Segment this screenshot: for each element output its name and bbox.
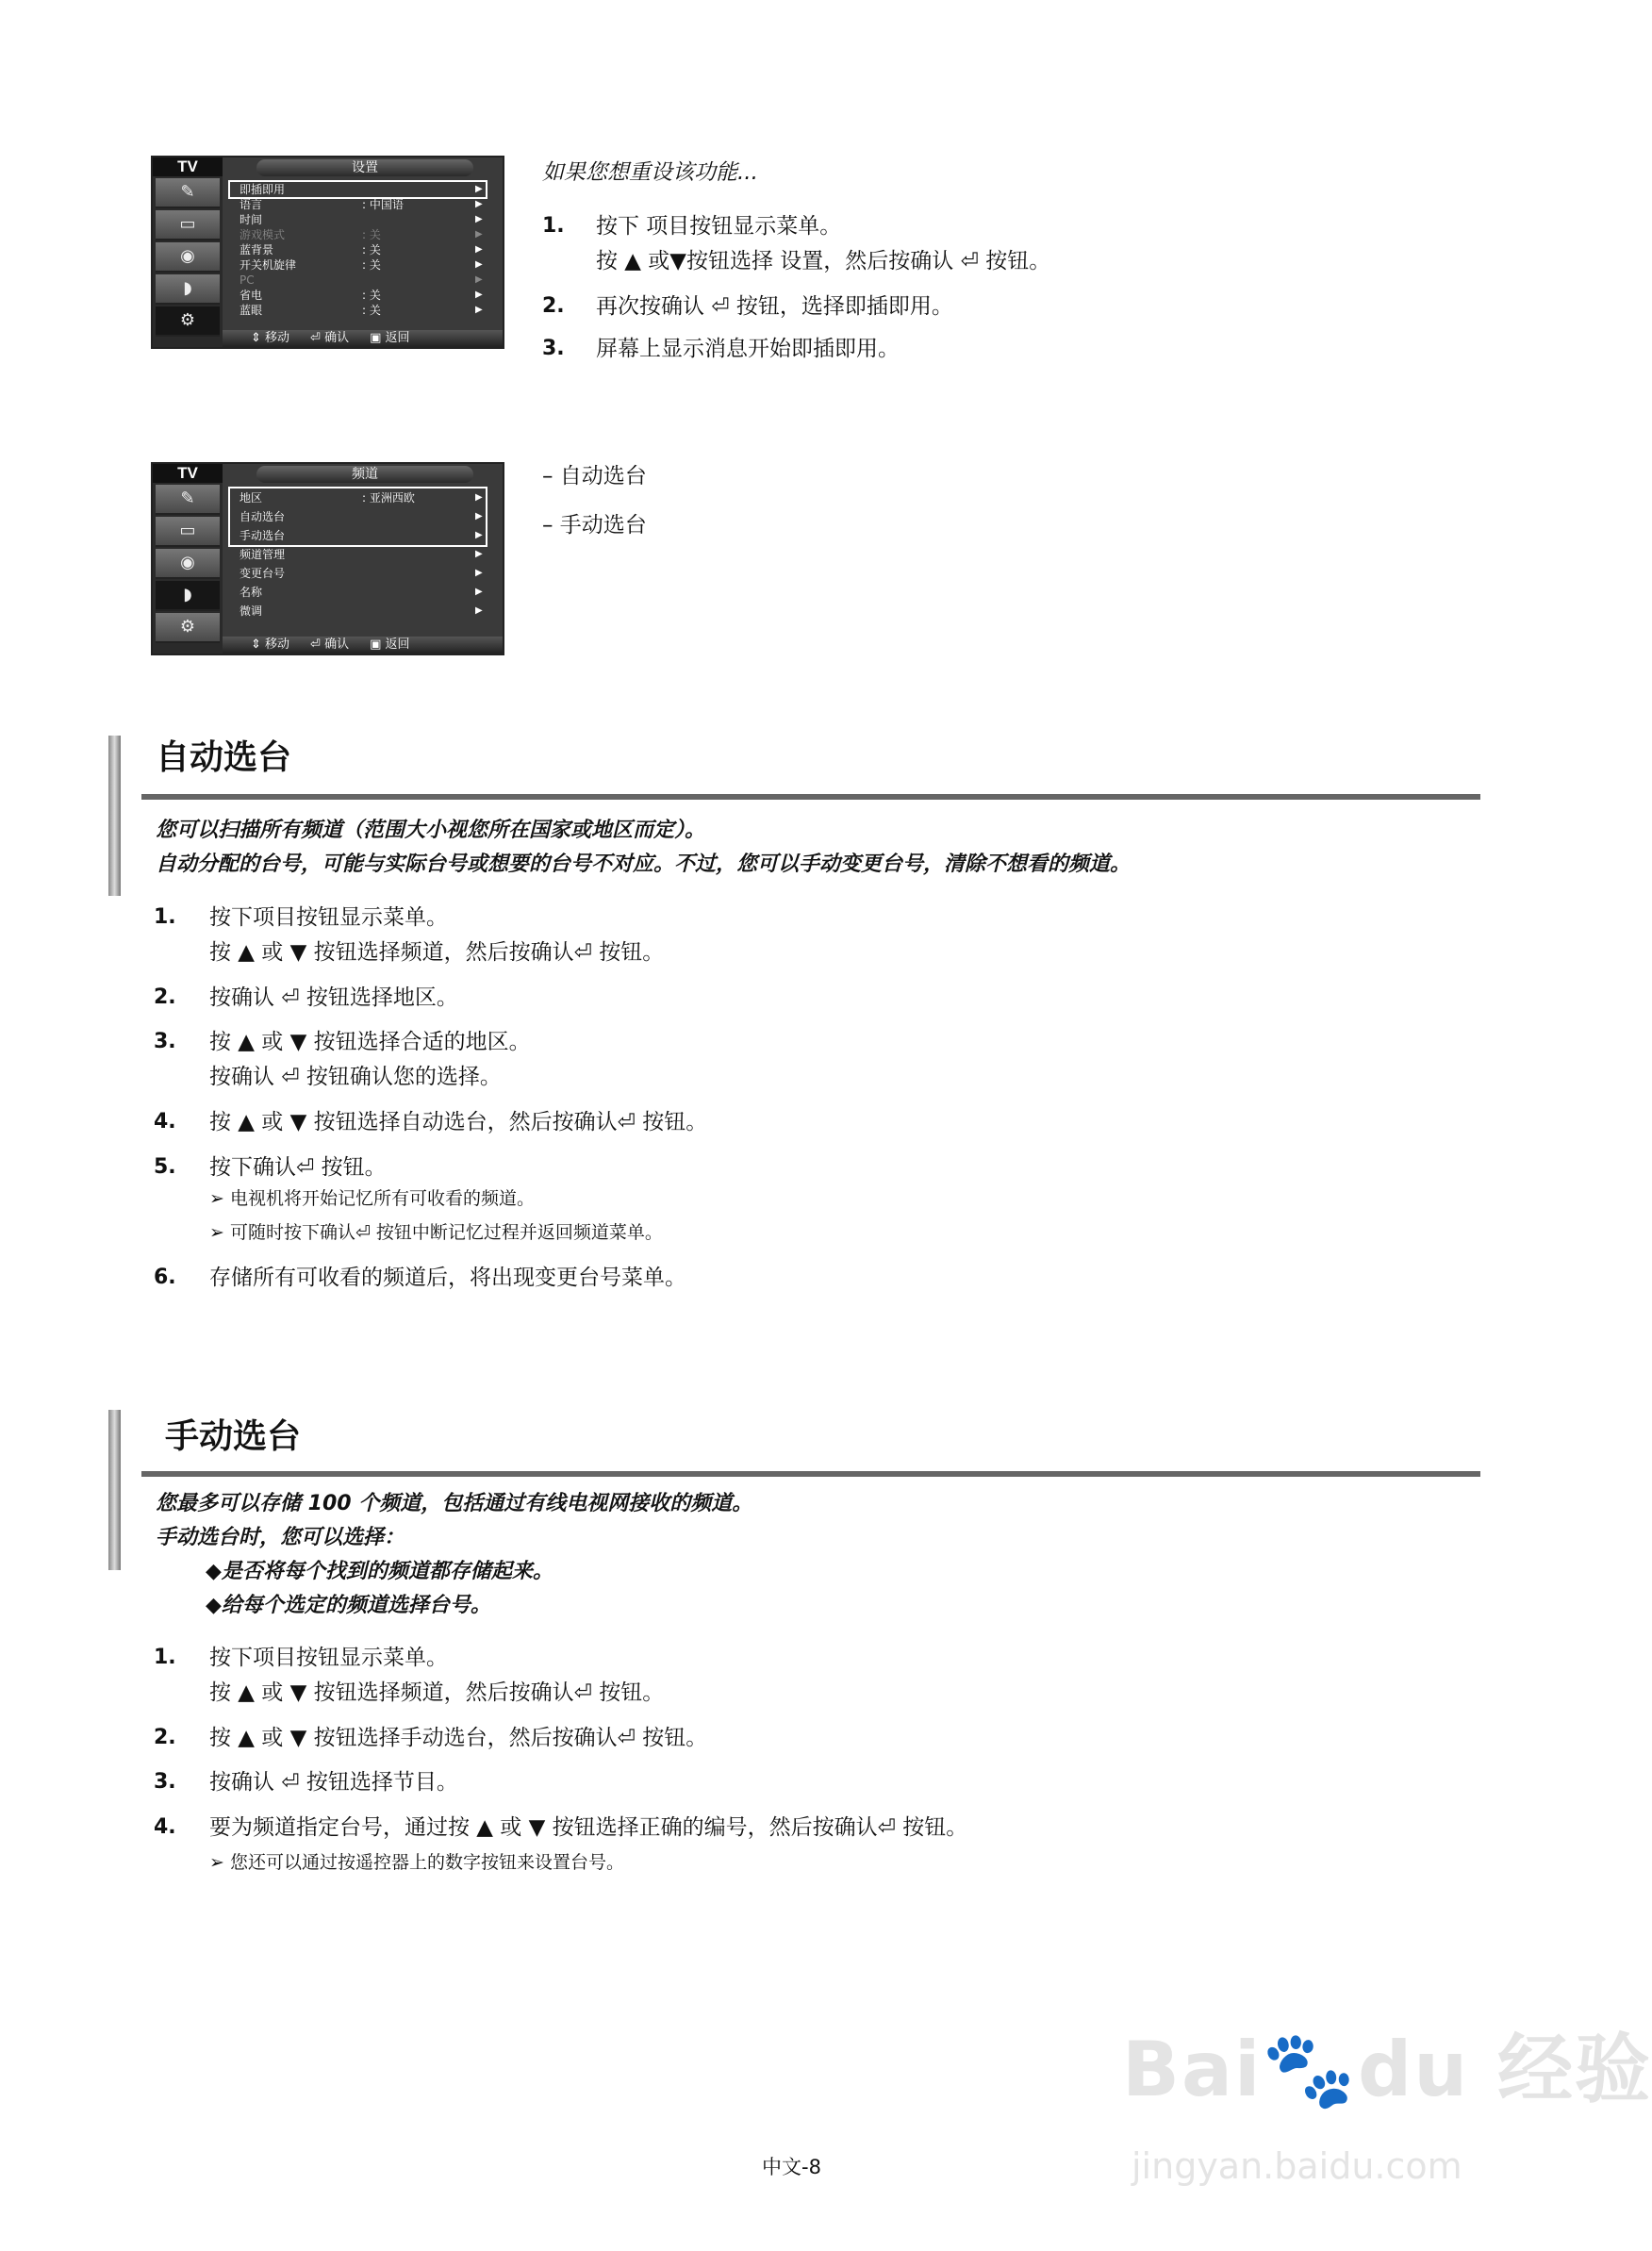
menu-item-label: 开关机旋律: [240, 258, 297, 272]
step-number: 1.: [154, 905, 176, 929]
menu-item-label: 游戏模式: [240, 228, 286, 241]
step-number: 6.: [154, 1266, 176, 1289]
menu-item[interactable]: [240, 488, 494, 507]
menu-item-label: 蓝背景: [240, 243, 274, 257]
bullet-item: ◆是否将每个找到的频道都存储起来。: [206, 1560, 553, 1583]
menu-footer: [223, 637, 503, 654]
step-text: 按确认 ⏎ 按钮选择节目。: [209, 1770, 458, 1795]
sound-icon: ◉: [156, 549, 220, 579]
menu-item-label: 手动选台: [240, 529, 286, 542]
page-number: 中文-8: [762, 2156, 821, 2178]
menu-item-label: 变更台号: [240, 567, 286, 580]
menu-item[interactable]: [240, 583, 494, 602]
step-text: 按 ▲ 或 ▼ 按钮选择合适的地区。: [209, 1030, 531, 1054]
section-rule: [141, 1471, 1480, 1477]
step-number: 2.: [154, 1726, 176, 1749]
picture-icon: ▭: [156, 517, 220, 547]
menu-item-label: 名称: [240, 586, 263, 599]
menu-item[interactable]: [240, 182, 494, 197]
tv-label: TV: [153, 464, 223, 483]
step-text: 按 ▲ 或 ▼ 按钮选择频道，然后按确认⏎ 按钮。: [209, 940, 665, 965]
menu-item[interactable]: [240, 212, 494, 227]
arrow-right-icon: ▶: [475, 305, 483, 315]
menu-item[interactable]: [240, 507, 494, 526]
step-text: 存储所有可收看的频道后，将出现变更台号菜单。: [209, 1266, 686, 1290]
step-number: 3.: [154, 1770, 176, 1794]
step-text: 按下项目按钮显示菜单。: [209, 905, 448, 930]
menu-item-label: 频道管理: [240, 548, 286, 561]
arrow-right-icon: ▶: [475, 605, 483, 616]
menu-item[interactable]: [240, 257, 494, 273]
menu-item-label: 微调: [240, 604, 263, 618]
arrow-right-icon: ▶: [475, 244, 483, 255]
step-number: 3.: [542, 337, 565, 360]
arrow-right-icon: ▶: [475, 229, 483, 240]
intro-text: 您可以扫描所有频道（范围大小视您所在国家或地区而定）。: [156, 819, 706, 842]
note-text: ➢ 电视机将开始记忆所有可收看的频道。: [209, 1188, 535, 1209]
menu-item-label: 自动选台: [240, 510, 286, 523]
menu-item[interactable]: [240, 564, 494, 583]
input-icon: ✎: [156, 485, 220, 515]
step-number: 1.: [154, 1646, 176, 1669]
menu-item-value: : 关: [362, 258, 381, 272]
menu-item[interactable]: [240, 602, 494, 621]
section-title: 手动选台: [165, 1417, 302, 1456]
step-text: 要为频道指定台号，通过按 ▲ 或 ▼ 按钮选择正确的编号，然后按确认⏎ 按钮。: [209, 1815, 968, 1840]
step-text: 按下确认⏎ 按钮。: [209, 1155, 387, 1180]
step-text: 再次按确认 ⏎ 按钮，选择即插即用。: [596, 294, 953, 319]
section-title: 自动选台: [156, 738, 292, 777]
channel-item: – 自动选台: [542, 464, 647, 488]
note-text: ➢ 可随时按下确认⏎ 按钮中断记忆过程并返回频道菜单。: [209, 1222, 663, 1243]
step-number: 2.: [154, 985, 176, 1009]
step-number: 4.: [154, 1815, 176, 1839]
step-number: 4.: [154, 1110, 176, 1134]
setup-icon: ⚙: [156, 613, 220, 643]
menu-title: 设置: [256, 159, 473, 176]
menu-item-label: PC: [240, 273, 255, 287]
input-icon: ✎: [156, 178, 220, 208]
step-text: 按 ▲ 或 ▼ 按钮选择频道，然后按确认⏎ 按钮。: [209, 1680, 665, 1705]
sound-icon: ◉: [156, 242, 220, 273]
menu-item[interactable]: [240, 288, 494, 303]
step-number: 2.: [542, 294, 565, 318]
tv-menu-channel: [151, 462, 504, 655]
menu-item[interactable]: [240, 242, 494, 257]
move-hint: ⇕ 移动: [251, 637, 290, 652]
arrow-right-icon: ▶: [475, 492, 483, 503]
step-text: 按下项目按钮显示菜单。: [209, 1646, 448, 1670]
arrow-right-icon: ▶: [475, 530, 483, 540]
step-text: 按确认 ⏎ 按钮选择地区。: [209, 985, 458, 1010]
arrow-right-icon: ▶: [475, 199, 483, 209]
tv-menu-setup: [151, 156, 504, 349]
return-hint: ▣ 返回: [370, 331, 410, 345]
note-text: ➢ 您还可以通过按遥控器上的数字按钮来设置台号。: [209, 1852, 624, 1873]
menu-item-value: : 关: [362, 289, 381, 302]
menu-item[interactable]: [240, 545, 494, 564]
menu-item-label: 即插即用: [240, 183, 286, 196]
step-text: 按 ▲ 或▼按钮选择 设置，然后按确认 ⏎ 按钮。: [596, 249, 1051, 273]
reset-intro: 如果您想重设该功能...: [542, 160, 758, 185]
tv-label: TV: [153, 157, 223, 176]
picture-icon: ▭: [156, 210, 220, 240]
menu-item-label: 蓝眼: [240, 304, 263, 317]
arrow-right-icon: ▶: [475, 587, 483, 597]
arrow-right-icon: ▶: [475, 568, 483, 578]
arrow-right-icon: ▶: [475, 184, 483, 194]
setup-icon: ⚙: [156, 306, 220, 337]
arrow-right-icon: ▶: [475, 290, 483, 300]
menu-item[interactable]: [240, 273, 494, 288]
menu-item[interactable]: [240, 526, 494, 545]
step-text: 按下 项目按钮显示菜单。: [596, 214, 842, 239]
arrow-right-icon: ▶: [475, 214, 483, 224]
step-number: 5.: [154, 1155, 176, 1179]
step-text: 屏幕上显示消息开始即插即用。: [596, 337, 900, 361]
menu-item-label: 语言: [240, 198, 263, 211]
arrow-right-icon: ▶: [475, 259, 483, 270]
enter-hint: ⏎ 确认: [310, 637, 350, 652]
menu-item-value: : 关: [362, 228, 381, 241]
channel-icon: ◗: [156, 581, 220, 611]
enter-hint: ⏎ 确认: [310, 331, 350, 345]
step-text: 按 ▲ 或 ▼ 按钮选择自动选台，然后按确认⏎ 按钮。: [209, 1110, 708, 1134]
arrow-right-icon: ▶: [475, 274, 483, 285]
watermark-logo: Bai🐾du 经验: [1122, 2026, 1652, 2113]
menu-item[interactable]: [240, 227, 494, 242]
section-bar: [108, 736, 121, 896]
menu-item-value: : 中国语: [362, 198, 404, 211]
menu-footer: [223, 330, 503, 347]
menu-item-value: : 关: [362, 243, 381, 257]
step-text: 按确认 ⏎ 按钮确认您的选择。: [209, 1065, 502, 1089]
arrow-right-icon: ▶: [475, 511, 483, 521]
intro-text: 自动分配的台号，可能与实际台号或想要的台号不对应。不过，您可以手动变更台号，清除不想看的频道。: [156, 852, 1132, 876]
section-bar: [108, 1410, 121, 1570]
menu-item-value: : 关: [362, 304, 381, 317]
channel-icon: ◗: [156, 274, 220, 305]
bullet-item: ◆给每个选定的频道选择台号。: [206, 1594, 491, 1617]
intro-text: 手动选台时，您可以选择：: [156, 1526, 405, 1549]
step-text: 按 ▲ 或 ▼ 按钮选择手动选台，然后按确认⏎ 按钮。: [209, 1726, 708, 1750]
channel-item: – 手动选台: [542, 513, 647, 538]
menu-item[interactable]: [240, 303, 494, 318]
step-number: 1.: [542, 214, 565, 238]
menu-title: 频道: [256, 466, 473, 483]
move-hint: ⇕ 移动: [251, 331, 290, 345]
menu-item-label: 省电: [240, 289, 263, 302]
watermark-url: jingyan.baidu.com: [1132, 2145, 1462, 2187]
menu-item-label: 时间: [240, 213, 263, 226]
step-number: 3.: [154, 1030, 176, 1053]
return-hint: ▣ 返回: [370, 637, 410, 652]
intro-text: 您最多可以存储 100 个频道，包括通过有线电视网接收的频道。: [156, 1492, 753, 1515]
menu-item-label: 地区: [240, 491, 263, 505]
section-rule: [141, 794, 1480, 800]
menu-item[interactable]: [240, 197, 494, 212]
menu-item-value: : 亚洲西欧: [362, 491, 415, 505]
arrow-right-icon: ▶: [475, 549, 483, 559]
